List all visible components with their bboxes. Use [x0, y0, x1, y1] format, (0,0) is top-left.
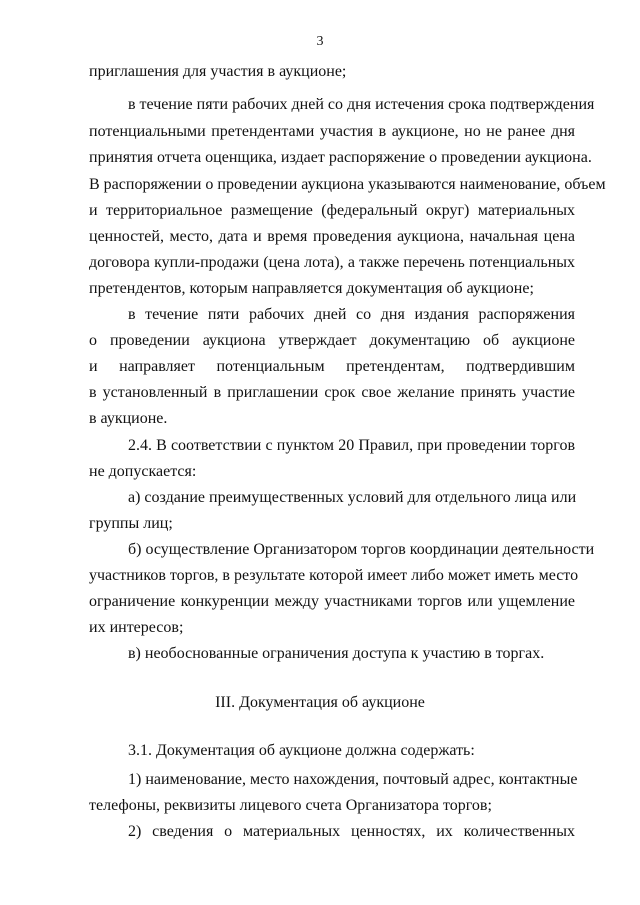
text-line: претендентов, которым направляется документация об аукционе; [89, 280, 534, 297]
text-line: ограничение конкуренции между участниками торгов или ущемление [89, 593, 575, 610]
text-line: 3.1. Документация об аукционе должна содержать: [128, 742, 475, 759]
text-line: группы лиц; [89, 515, 173, 532]
text-line: 2) сведения о материальных ценностях, их количественных [128, 823, 575, 840]
text-line: потенциальными претендентами участия в аукционе, но не ранее дня [89, 123, 575, 140]
text-line: о проведении аукциона утверждает документацию об аукционе [89, 332, 575, 349]
text-line: 2.4. В соответствии с пунктом 20 Правил, при проведении торгов [128, 437, 575, 454]
text-line: в течение пяти рабочих дней со дня издания распоряжения [128, 306, 575, 323]
text-line: В распоряжении о проведении аукциона указываются наименование, объем [89, 176, 606, 193]
page-number: 3 [316, 34, 324, 49]
text-line: их интересов; [89, 619, 184, 636]
text-line: б) осуществление Организатором торгов координации деятельности [128, 541, 595, 558]
text-line: принятия отчета оценщика, издает распоряжение о проведении аукциона. [89, 149, 592, 166]
text-line: приглашения для участия в аукционе; [89, 63, 347, 80]
text-line: в установленный в приглашении срок свое желание принять участие [89, 384, 575, 401]
text-line: в) необоснованные ограничения доступа к участию в торгах. [128, 645, 545, 662]
text-line: в течение пяти рабочих дней со дня истечения срока подтверждения [128, 96, 595, 113]
section-heading: III. Документация об аукционе [215, 694, 425, 711]
text-line: участников торгов, в результате которой имеет либо может иметь место [89, 567, 579, 584]
text-line: не допускается: [89, 463, 197, 480]
text-line: а) создание преимущественных условий для отдельного лица или [128, 489, 577, 506]
text-line: в аукционе. [89, 410, 168, 427]
text-line: 1) наименование, место нахождения, почтовый адрес, контактные [128, 771, 578, 788]
text-line: договора купли-продажи (цена лота), а также перечень потенциальных [89, 254, 575, 271]
text-line: и направляет потенциальным претендентам, подтвердившим [89, 358, 575, 375]
text-line: телефоны, реквизиты лицевого счета Организатора торгов; [89, 797, 492, 814]
text-line: и территориальное размещение (федеральный округ) материальных [89, 202, 575, 219]
text-line: ценностей, место, дата и время проведения аукциона, начальная цена [89, 228, 575, 245]
